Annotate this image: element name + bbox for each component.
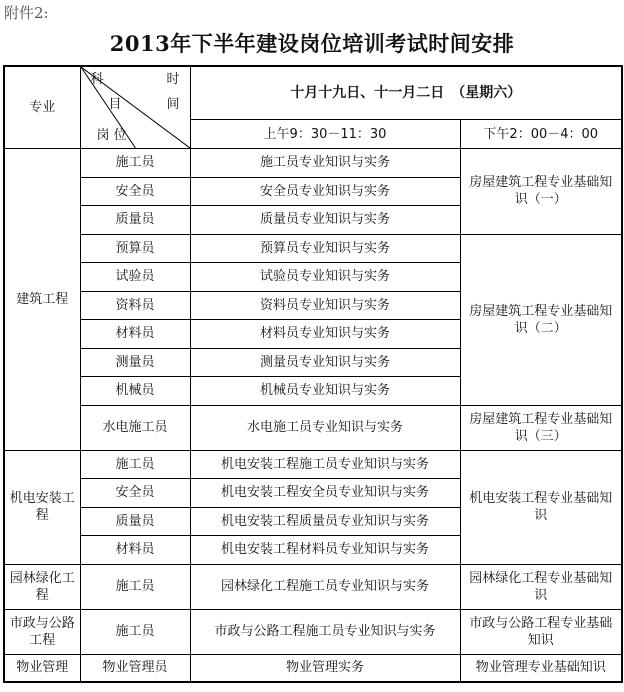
page-title: 2013年下半年建设岗位培训考试时间安排: [109, 31, 515, 56]
am-subject-cell: 机电安装工程安全员专业知识与实务: [190, 479, 460, 508]
group-municipal: 市政与公路工程: [4, 609, 80, 654]
diag-label-shi: 时: [166, 72, 180, 87]
post-cell: 施工员: [80, 609, 190, 654]
exam-schedule-table: [3, 65, 623, 683]
am-subject-cell: 物业管理实务: [190, 654, 460, 682]
attachment-label: 附件2:: [4, 4, 49, 22]
am-subject-cell: 材料员专业知识与实务: [190, 320, 460, 349]
header-diagonal-cell: [80, 66, 190, 149]
post-cell: 水电施工员: [80, 405, 190, 450]
pm-subject-mep: 机电安装工程专业基础知识: [460, 450, 622, 564]
table-row: [4, 405, 622, 450]
group-construction: 建筑工程: [4, 149, 80, 451]
post-cell: 物业管理员: [80, 654, 190, 682]
post-cell: 质量员: [80, 206, 190, 235]
post-cell: 质量员: [80, 507, 190, 536]
post-cell: 安全员: [80, 479, 190, 508]
pm-subject-basic2: 房屋建筑工程专业基础知识（二）: [460, 234, 622, 405]
table-row: [4, 450, 622, 479]
post-cell: 施工员: [80, 149, 190, 178]
post-cell: 试验员: [80, 263, 190, 292]
diag-label-jian: 间: [166, 97, 180, 112]
pm-subject-property: 物业管理专业基础知识: [460, 654, 622, 682]
am-subject-cell: 机电安装工程施工员专业知识与实务: [190, 450, 460, 479]
post-cell: 预算员: [80, 234, 190, 263]
am-subject-cell: 市政与公路工程施工员专业知识与实务: [190, 609, 460, 654]
am-subject-cell: 预算员专业知识与实务: [190, 234, 460, 263]
am-subject-cell: 机电安装工程材料员专业知识与实务: [190, 536, 460, 565]
am-subject-cell: 测量员专业知识与实务: [190, 348, 460, 377]
diag-label-mu: 目: [108, 97, 122, 112]
table-row: [4, 654, 622, 682]
post-cell: 施工员: [80, 450, 190, 479]
diag-label-ke: 科: [90, 72, 104, 87]
pm-subject-municipal: 市政与公路工程专业基础知识: [460, 609, 622, 654]
post-cell: 材料员: [80, 320, 190, 349]
am-subject-cell: 机电安装工程质量员专业知识与实务: [190, 507, 460, 536]
am-subject-cell: 施工员专业知识与实务: [190, 149, 460, 178]
post-cell: 施工员: [80, 564, 190, 609]
table-row: [4, 609, 622, 654]
post-cell: 安全员: [80, 177, 190, 206]
pm-subject-landscape: 园林绿化工程专业基础知识: [460, 564, 622, 609]
diag-label-gangwei: 岗 位: [96, 128, 127, 143]
group-property: 物业管理: [4, 654, 80, 682]
header-major: 专业: [4, 66, 80, 149]
am-subject-cell: 水电施工员专业知识与实务: [190, 405, 460, 450]
am-subject-cell: 安全员专业知识与实务: [190, 177, 460, 206]
am-subject-cell: 园林绿化工程施工员专业知识与实务: [190, 564, 460, 609]
pm-subject-basic1: 房屋建筑工程专业基础知识（一）: [460, 149, 622, 235]
post-cell: 测量员: [80, 348, 190, 377]
post-cell: 材料员: [80, 536, 190, 565]
am-subject-cell: 资料员专业知识与实务: [190, 291, 460, 320]
table-row: [4, 149, 622, 178]
table-row: [4, 564, 622, 609]
group-landscape: 园林绿化工程: [4, 564, 80, 609]
post-cell: 资料员: [80, 291, 190, 320]
header-date: 十月十九日、十一月二日 （星期六）: [190, 66, 622, 120]
header-pm: 下午2：00－4：00: [460, 120, 622, 149]
header-am: 上午9：30－11：30: [190, 120, 460, 149]
group-mep: 机电安装工程: [4, 450, 80, 564]
post-cell: 机械员: [80, 377, 190, 406]
am-subject-cell: 机械员专业知识与实务: [190, 377, 460, 406]
header-row-1: [4, 66, 622, 120]
pm-subject-basic3: 房屋建筑工程专业基础知识（三）: [460, 405, 622, 450]
am-subject-cell: 试验员专业知识与实务: [190, 263, 460, 292]
am-subject-cell: 质量员专业知识与实务: [190, 206, 460, 235]
table-row: [4, 234, 622, 263]
